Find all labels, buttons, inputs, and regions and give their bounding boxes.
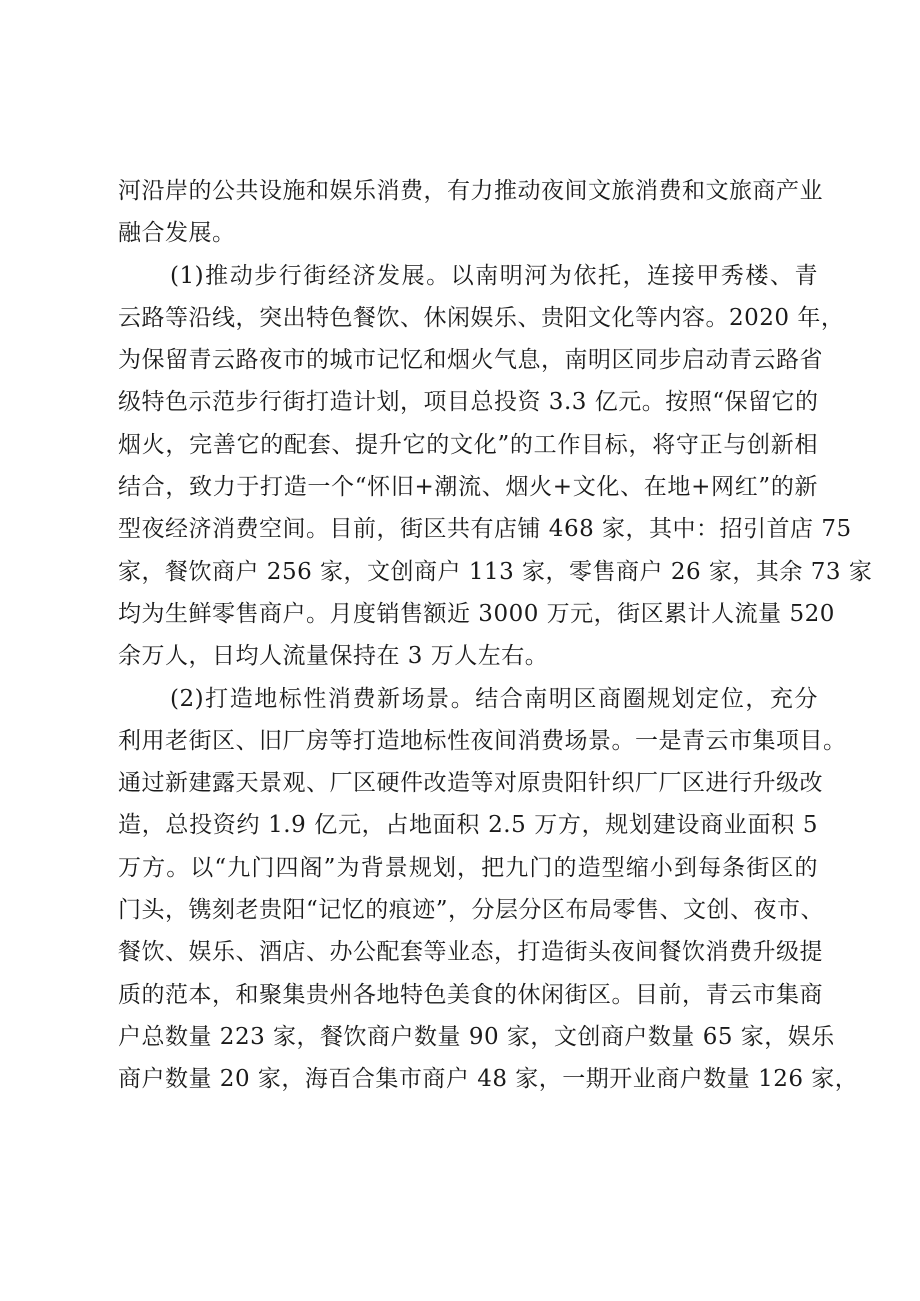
text-line: 为保留青云路夜市的城市记忆和烟火气息，南明区同步启动青云路省 [118,347,823,374]
text-line: 结合，致力于打造一个“怀旧+潮流、烟火+文化、在地+网红”的新 [118,474,818,501]
text-line: 餐饮、娱乐、酒店、办公配套等业态，打造街头夜间餐饮消费升级提 [118,939,823,966]
text-line: 户总数量 223 家，餐饮商户数量 90 家，文创商户数量 65 家，娱乐 [118,1023,835,1050]
text-line: 型夜经济消费空间。目前，街区共有店铺 468 家，其中：招引首店 75 [118,516,852,543]
text-line: 质的范本，和聚集贵州各地特色美食的休闲街区。目前，青云市集商 [118,981,823,1008]
text-line: 门头，镌刻老贵阳“记忆的痕迹”，分层分区布局零售、文创、夜市、 [118,897,825,924]
text-line: 均为生鲜零售商户。月度销售额近 3000 万元，街区累计人流量 520 [118,600,835,627]
text-line: 河沿岸的公共设施和娱乐消费，有力推动夜间文旅消费和文旅商产业 [118,178,823,204]
text-line: 造，总投资约 1.9 亿元，占地面积 2.5 万方，规划建设商业面积 5 [118,812,818,839]
text-line: 万方。以“九门四阁”为背景规划，把九门的造型缩小到每条街区的 [118,854,818,881]
text-line: 利用老街区、旧厂房等打造地标性夜间消费场景。一是青云市集项目。 [118,727,847,754]
text-line: 余万人，日均人流量保持在 3 万人左右。 [118,643,549,670]
document-body [118,170,873,1101]
paragraph-heading-line: (1)推动步行街经济发展。以南明河为依托，连接甲秀楼、青 [170,262,818,289]
text-line: 云路等沿线，突出特色餐饮、休闲娱乐、贵阳文化等内容。2020 年， [118,304,845,331]
text-line: 家，餐饮商户 256 家，文创商户 113 家，零售商户 26 家，其余 73 家 [118,558,873,585]
text-line: 商户数量 20 家，海百合集市商户 48 家，一期开业商户数量 126 家， [118,1066,859,1093]
paragraph-heading-line: (2)打造地标性消费新场景。结合南明区商圈规划定位，充分 [170,685,818,712]
text-line: 通过新建露天景观、厂区硬件改造等对原贵阳针织厂厂区进行升级改 [118,770,823,797]
text-line: 烟火，完善它的配套、提升它的文化”的工作目标，将守正与创新相 [118,431,818,458]
text-line: 融合发展。 [118,220,236,247]
text-line: 级特色示范步行街打造计划，项目总投资 3.3 亿元。按照“保留它的 [118,389,819,416]
